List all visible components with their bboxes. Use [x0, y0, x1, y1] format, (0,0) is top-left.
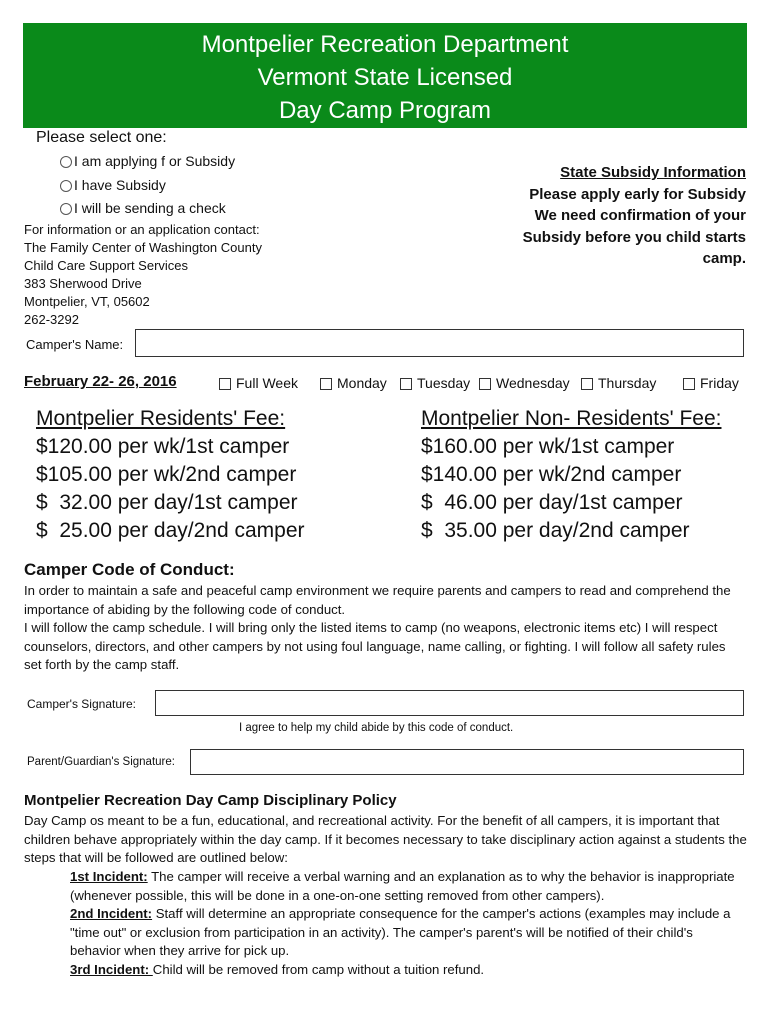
conduct-rules: I will follow the camp schedule. I will bring only the listed items to camp (no weapons, electronic items etc) I will respect counselors, directors, and other campers by not using foul language, name calling, or fighting. I will follow all safety rules set forth by the camp staff. — [24, 620, 726, 672]
policy-heading: Montpelier Recreation Day Camp Disciplinary Policy — [24, 792, 397, 809]
checkbox-tuesday[interactable] — [400, 374, 470, 392]
incident-2 — [70, 905, 745, 961]
header-title-line2: Vermont State Licensed — [257, 64, 513, 91]
subsidy-line: Subsidy before you child starts — [522, 228, 746, 246]
option-sending-check[interactable] — [60, 199, 226, 217]
checkbox[interactable] — [479, 378, 491, 390]
option-have-subsidy[interactable] — [60, 176, 166, 194]
residents-fees — [36, 405, 305, 545]
residents-fee-title: Montpelier Residents' Fee: — [36, 407, 286, 430]
option-label: I am applying f or Subsidy — [74, 153, 236, 169]
fee-line: $ 46.00 per day/1st camper — [421, 491, 683, 514]
option-label: I will be sending a check — [74, 200, 226, 216]
non-residents-fee-title: Montpelier Non- Residents' Fee: — [421, 407, 722, 430]
incident-1 — [70, 868, 745, 905]
fee-line: $105.00 per wk/2nd camper — [36, 463, 297, 486]
select-prompt: Please select one: — [36, 129, 167, 146]
incident-label: 1st Incident: — [70, 869, 148, 884]
parent-signature-input[interactable] — [190, 749, 744, 775]
contact-line: Montpelier, VT, 05602 — [24, 294, 150, 309]
contact-line: For information or an application contact: — [24, 222, 260, 237]
fee-line: $120.00 per wk/1st camper — [36, 435, 290, 458]
fee-line: $ 35.00 per day/2nd camper — [421, 519, 690, 542]
option-applying-subsidy[interactable] — [60, 152, 235, 170]
checkbox[interactable] — [581, 378, 593, 390]
subsidy-title: State Subsidy Information — [560, 164, 746, 181]
incident-3 — [70, 961, 745, 980]
incident-text: Child will be removed from camp without a tuition refund. — [152, 961, 485, 977]
fee-line: $ 32.00 per day/1st camper — [36, 491, 298, 514]
camper-name-input[interactable] — [135, 329, 744, 357]
contact-line: 262-3292 — [24, 312, 79, 327]
header-banner — [23, 23, 747, 128]
option-label: I have Subsidy — [74, 177, 166, 193]
subsidy-line: Please apply early for Subsidy — [529, 185, 746, 203]
header-title-line1: Montpelier Recreation Department — [201, 31, 569, 58]
header-title-line3: Day Camp Program — [278, 97, 492, 124]
fee-line: $160.00 per wk/1st camper — [421, 435, 675, 458]
contact-line: 383 Sherwood Drive — [24, 276, 142, 291]
checkbox-label: Friday — [700, 375, 739, 391]
fee-line: $ 25.00 per day/2nd camper — [36, 519, 305, 542]
checkbox[interactable] — [683, 378, 695, 390]
checkbox[interactable] — [400, 378, 412, 390]
camper-signature-label: Camper's Signature: — [27, 697, 137, 711]
checkbox[interactable] — [320, 378, 332, 390]
incident-label: 2nd Incident: — [70, 906, 153, 922]
checkbox-label: Wednesday — [496, 375, 570, 391]
non-residents-fees — [421, 405, 721, 545]
parent-signature-label: Parent/Guardian's Signature: — [27, 756, 175, 768]
conduct-intro: In order to maintain a safe and peaceful camp environment we require parents and campers to read and comprehend the importance of abiding by the following code of conduct. — [24, 583, 731, 617]
checkbox-label: Tuesday — [417, 375, 471, 391]
fee-line: $140.00 per wk/2nd camper — [421, 463, 682, 486]
subsidy-info — [523, 162, 746, 270]
contact-line: Child Care Support Services — [24, 258, 189, 273]
radio-button[interactable] — [60, 156, 72, 168]
checkbox-label: Full Week — [236, 375, 298, 391]
checkbox-label: Thursday — [598, 375, 657, 391]
policy-intro: Day Camp os meant to be a fun, educational, and recreational activity. For the benefit of all campers, it is important that children behave appropriately within the day camp. If it becomes necessary to take disciplinary action against a students the steps that will be followed are outlined below: — [24, 813, 747, 866]
checkbox-full-week[interactable] — [219, 374, 298, 392]
incident-label: 3rd Incident: — [70, 961, 153, 977]
incident-text: Staff will determine an appropriate consequence for the camper's actions (examples may include a "time out" or exclusion from participation in an activity). The camper's parent's will be notified of their child's behavior when they arrive for pick up. — [70, 906, 731, 959]
checkbox-friday[interactable] — [683, 374, 739, 392]
checkbox-label: Monday — [337, 375, 387, 391]
camper-name-label: Camper's Name: — [26, 337, 124, 352]
contact-info — [24, 221, 262, 329]
checkbox-monday[interactable] — [320, 374, 387, 392]
subsidy-line: We need confirmation of your — [534, 207, 746, 224]
radio-button[interactable] — [60, 180, 72, 192]
agree-text: I agree to help my child abide by this code of conduct. — [239, 722, 514, 734]
checkbox[interactable] — [219, 378, 231, 390]
incident-text: The camper will receive a verbal warning and an explanation as to why the behavior is inappropriate (whenever possible, this will be done in a one-on-one setting removed from other campers). — [70, 869, 735, 903]
camper-signature-input[interactable] — [155, 690, 744, 716]
checkbox-wednesday[interactable] — [479, 374, 570, 392]
checkbox-thursday[interactable] — [581, 374, 656, 392]
conduct-heading: Camper Code of Conduct: — [24, 560, 235, 579]
subsidy-line: camp. — [702, 250, 746, 267]
policy-incidents — [70, 868, 745, 980]
camp-dates: February 22- 26, 2016 — [24, 373, 177, 390]
radio-button[interactable] — [60, 203, 72, 215]
contact-line: The Family Center of Washington County — [24, 240, 262, 255]
